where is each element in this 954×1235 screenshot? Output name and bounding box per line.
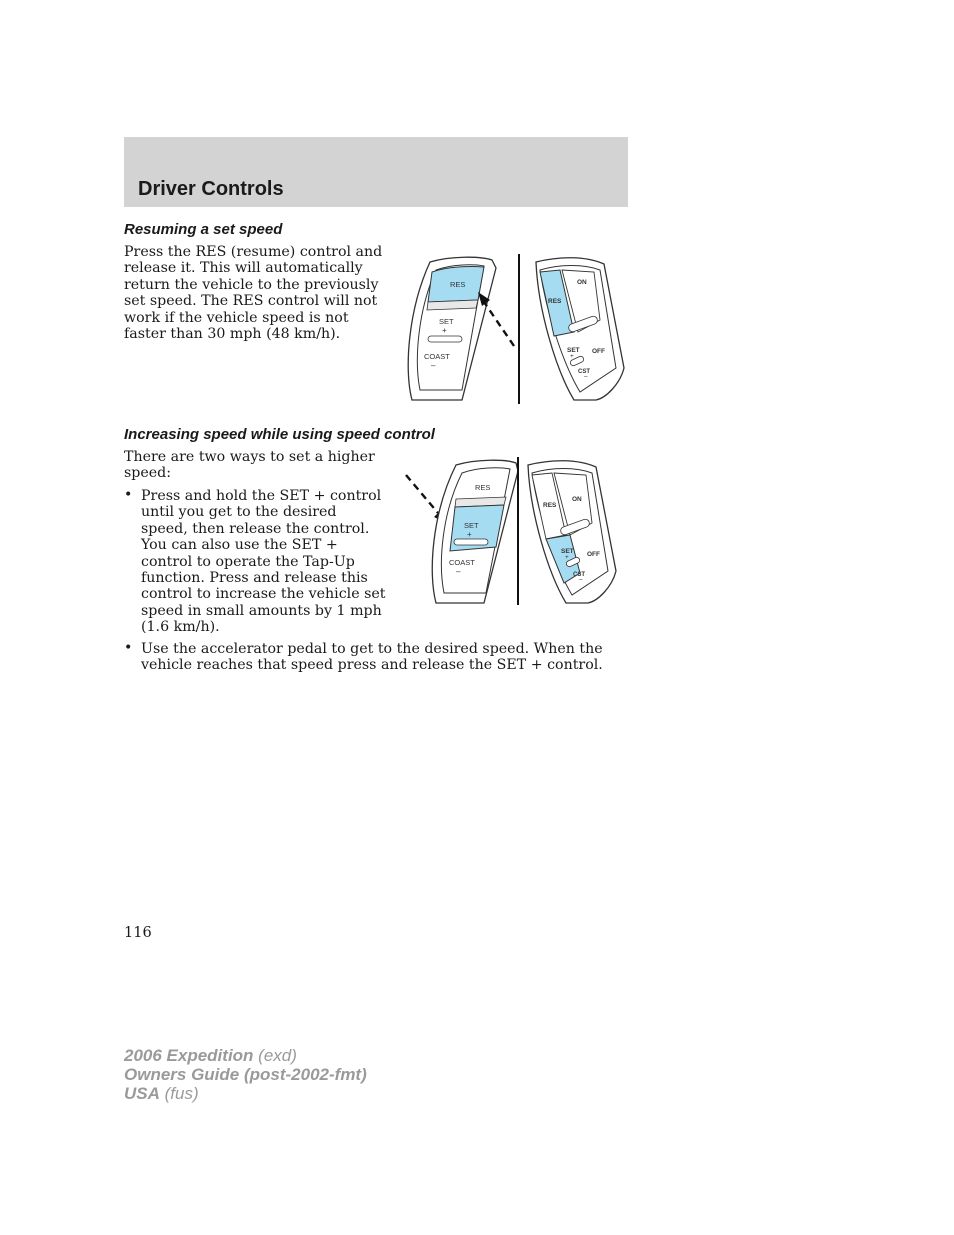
paragraph-line: (1.6 km/h). <box>141 619 220 636</box>
paragraph-line: Use the accelerator pedal to get to the desired speed. When the <box>141 641 603 657</box>
set-plus-label-front: + <box>570 353 574 360</box>
cst-label: CST <box>573 572 585 578</box>
left-control-panel <box>432 460 518 603</box>
bullet-item-accelerator <box>141 641 603 674</box>
paragraph-line: return the vehicle to the previously <box>124 276 379 293</box>
set-label-front: SET <box>567 347 580 354</box>
paragraph-line: There are two ways to set a higher <box>124 449 375 465</box>
bullet-item-set-control <box>141 488 386 636</box>
paragraph-line: speed: <box>124 465 172 482</box>
bullet-marker: • <box>124 487 133 503</box>
cst-label: CST <box>578 369 590 375</box>
bullet-marker: • <box>124 640 133 656</box>
paragraph-line: speed in small amounts by 1 mph <box>141 602 382 619</box>
paragraph-line: control to operate the Tap-Up <box>141 553 355 570</box>
footer-line-2 <box>124 1065 367 1084</box>
footer-model: 2006 Expedition <box>124 1046 254 1065</box>
figure-resume-controls <box>400 250 630 408</box>
paragraph-intro <box>124 449 375 482</box>
footer-guide: Owners Guide (post-2002-fmt) <box>124 1065 367 1084</box>
res-label-front: RES <box>543 502 557 509</box>
paragraph-line: control to increase the vehicle set <box>141 586 386 603</box>
heading-resuming-set-speed: Resuming a set speed <box>124 221 283 238</box>
set-plus-label-front: + <box>565 554 569 561</box>
coast-label: COAST <box>449 558 475 567</box>
coast-minus-label: – <box>431 361 436 370</box>
right-control-panel <box>536 258 624 400</box>
on-label: ON <box>572 496 582 503</box>
paragraph-line: set speed. The RES control will not <box>124 293 378 310</box>
paragraph-line: release it. This will automatically <box>124 260 363 277</box>
cst-minus-label: – <box>579 576 583 583</box>
section-header-band <box>124 137 628 207</box>
paragraph-line: Press the RES (resume) control and <box>124 244 383 260</box>
res-label: RES <box>450 280 466 289</box>
set-plus-label: + <box>467 530 472 539</box>
footer-region: USA <box>124 1084 160 1103</box>
right-control-panel <box>528 461 616 603</box>
paragraph-line: speed, then release the control. <box>141 520 370 537</box>
on-label: ON <box>577 279 587 286</box>
heading-increasing-speed: Increasing speed while using speed control <box>124 426 435 443</box>
page-number: 116 <box>124 925 152 941</box>
coast-minus-label: – <box>456 567 461 576</box>
footer-model-code: (exd) <box>253 1046 297 1065</box>
footer-line-3 <box>124 1084 367 1103</box>
res-label-front: RES <box>548 298 562 305</box>
paragraph-line: function. Press and release this <box>141 570 368 587</box>
footer-region-code: (fus) <box>159 1084 199 1103</box>
paragraph-line: You can also use the SET + <box>141 537 338 554</box>
paragraph-line: faster than 30 mph (48 km/h). <box>124 326 341 343</box>
off-label: OFF <box>587 551 600 558</box>
res-label: RES <box>475 483 491 492</box>
left-control-panel <box>408 257 496 400</box>
paragraph-resuming <box>124 244 382 342</box>
section-title: Driver Controls <box>138 178 284 200</box>
paragraph-line: until you get to the desired <box>141 504 337 521</box>
set-label: SET <box>464 521 479 530</box>
paragraph-line: vehicle reaches that speed press and release the SET + control. <box>141 657 603 674</box>
paragraph-line: work if the vehicle speed is not <box>124 309 349 326</box>
off-label: OFF <box>592 348 605 355</box>
cst-minus-label: – <box>584 373 588 380</box>
footer-line-1 <box>124 1046 367 1065</box>
figure-set-controls <box>400 455 630 610</box>
coast-label: COAST <box>424 352 450 361</box>
set-label-front: SET <box>561 548 574 555</box>
set-label: SET <box>439 317 454 326</box>
paragraph-line: Press and hold the SET + control <box>141 488 382 504</box>
document-footer <box>124 1046 367 1103</box>
set-plus-label: + <box>442 326 447 335</box>
